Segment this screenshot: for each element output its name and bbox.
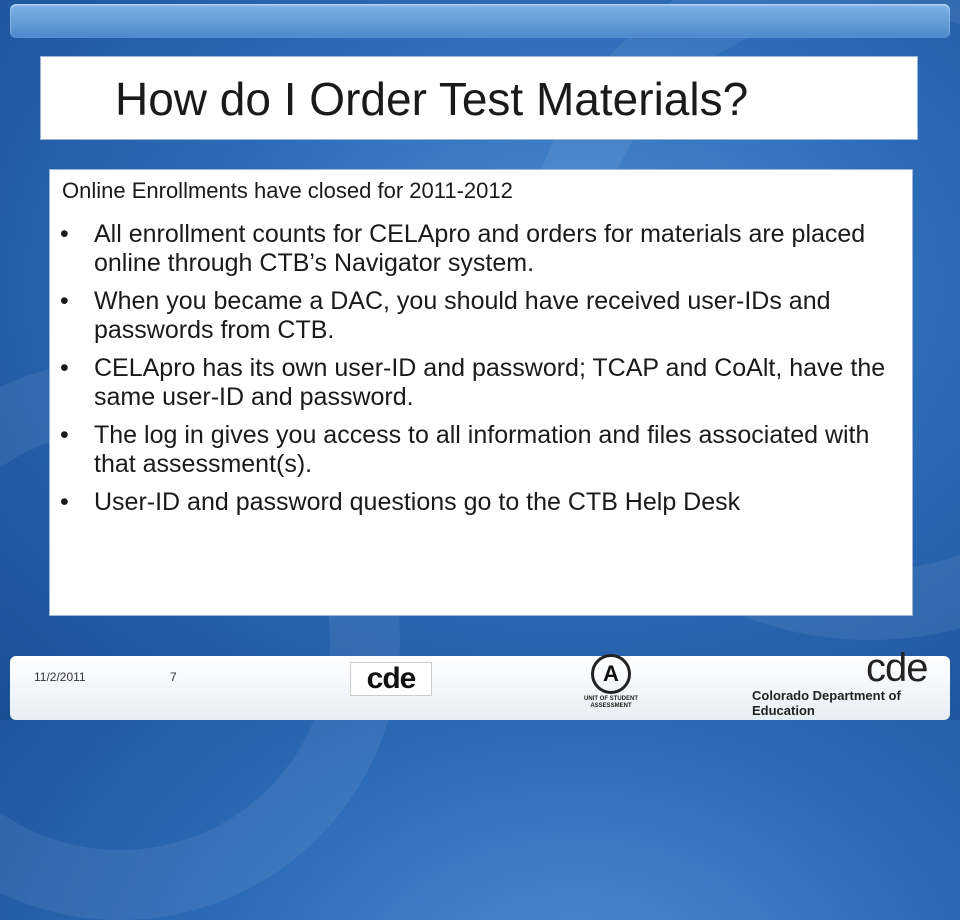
bullet-text: CELApro has its own user-ID and password; TCAP and CoAlt, have the same user-ID and password. <box>94 354 886 411</box>
assessment-a-icon: A <box>591 654 631 694</box>
bullet-dot: • <box>60 287 69 315</box>
top-banner <box>10 4 950 38</box>
unit-of-student-assessment-logo <box>584 654 638 718</box>
cde-logo-large: cde <box>866 646 928 690</box>
bullet-item <box>50 488 890 517</box>
bullet-text: When you became a DAC, you should have received user-IDs and passwords from CTB. <box>94 287 831 344</box>
bullet-dot: • <box>60 421 69 449</box>
department-name: Colorado Department of Education <box>752 688 901 718</box>
intro-text: Online Enrollments have closed for 2011-2012 <box>62 178 513 203</box>
bullet-dot: • <box>60 488 69 516</box>
footer-date: 11/2/2011 <box>34 670 86 684</box>
bullet-list <box>50 220 890 526</box>
bullet-text: User-ID and password questions go to the CTB Help Desk <box>94 488 741 516</box>
bullet-item <box>50 287 890 345</box>
slide-title: How do I Order Test Materials? <box>115 73 749 125</box>
bullet-text: All enrollment counts for CELApro and orders for materials are placed online through CTB’s Navigator system. <box>94 220 866 277</box>
title-box <box>40 56 918 140</box>
bullet-item <box>50 354 890 412</box>
bullet-item <box>50 421 890 479</box>
page-number: 7 <box>170 670 177 684</box>
content-box <box>49 169 913 616</box>
bullet-item <box>50 220 890 278</box>
bullet-dot: • <box>60 220 69 248</box>
bullet-text: The log in gives you access to all information and files associated with that assessment(s). <box>94 421 870 478</box>
unit-logo-caption: UNIT OF STUDENT ASSESSMENT <box>584 696 638 709</box>
cde-logo-small: cde <box>350 662 432 696</box>
bullet-dot: • <box>60 354 69 382</box>
